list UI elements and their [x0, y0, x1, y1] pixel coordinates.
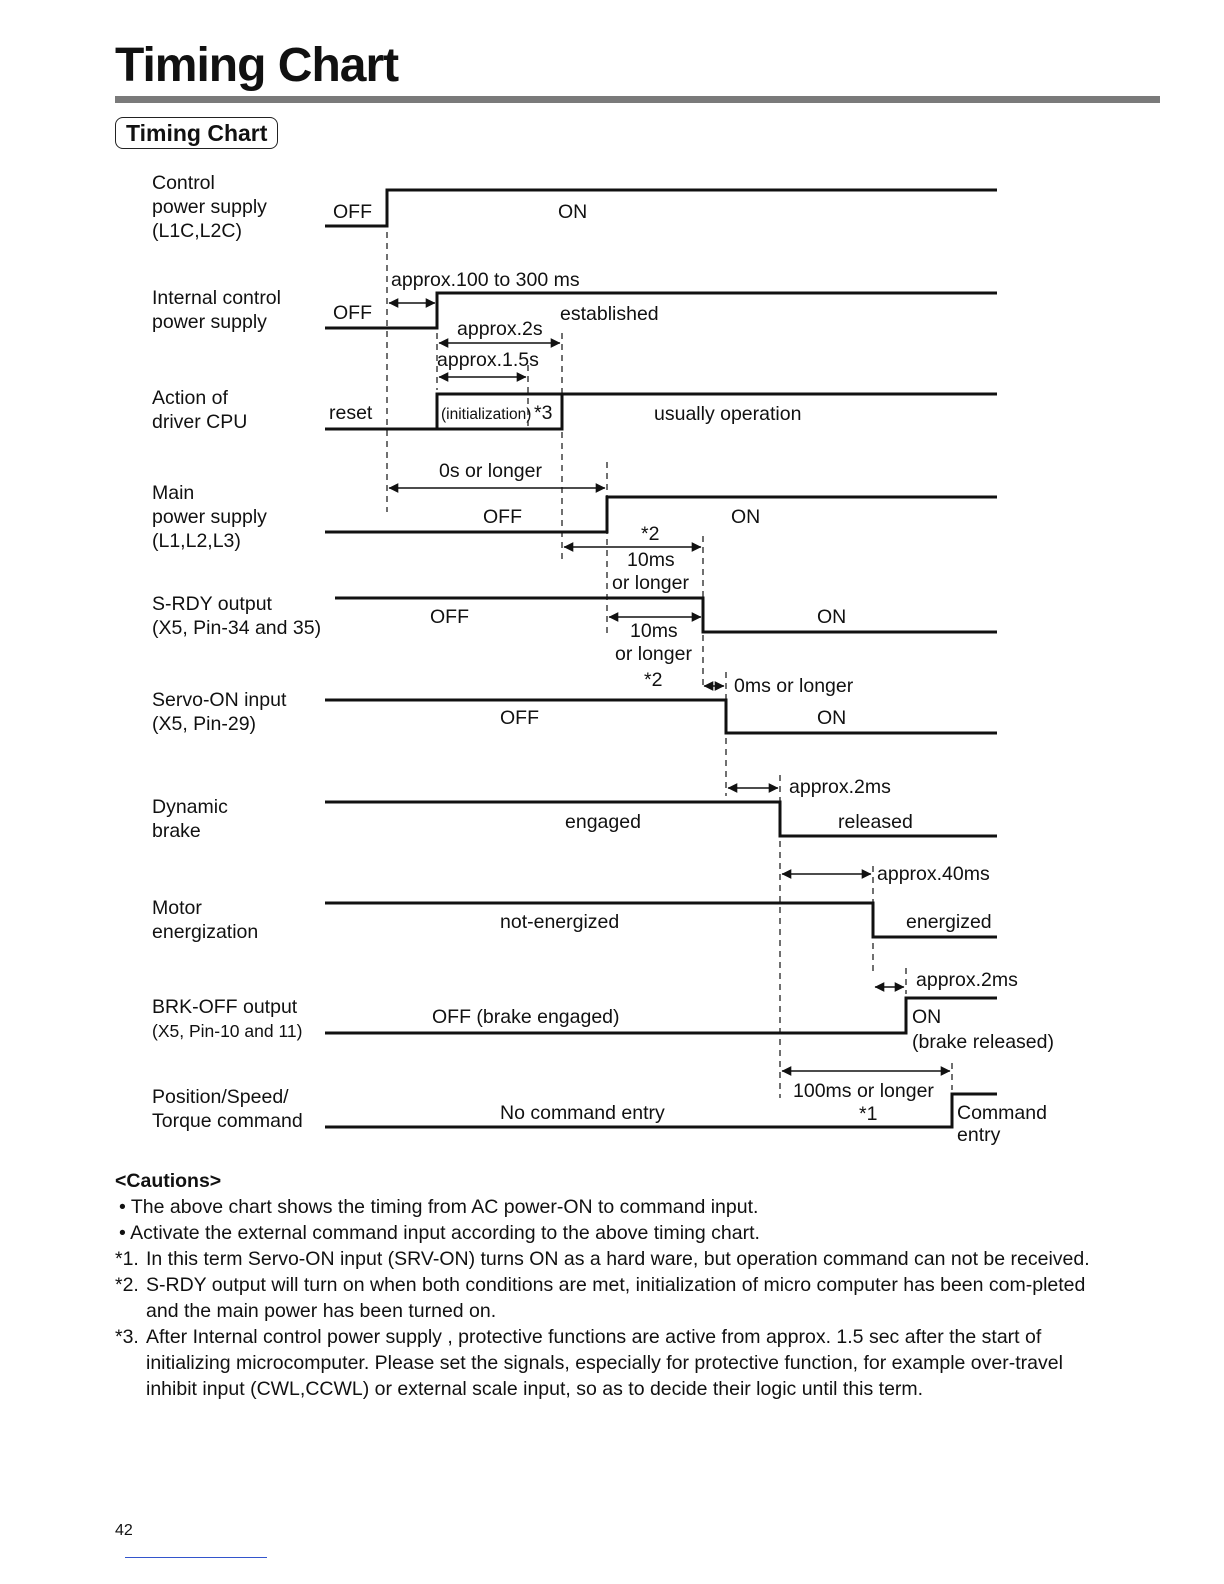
- footer-line: [125, 1557, 267, 1558]
- label-motor: Motor energization: [152, 897, 259, 943]
- caution-note-1: [115, 1246, 1090, 1272]
- timing-main: 0s or longer: [439, 460, 542, 482]
- caution-note-2: [115, 1272, 1090, 1324]
- state-cpu-init: (initialization): [441, 406, 532, 423]
- state-srdy-off: OFF: [430, 606, 469, 628]
- state-cpu-operation: usually operation: [654, 403, 802, 425]
- caution-bullet: • Activate the external command input according to the above timing chart.: [119, 1222, 760, 1244]
- wave-brk-off: [325, 998, 997, 1033]
- timing-servo: 10ms or longer *2: [615, 620, 692, 691]
- state-main-on: ON: [731, 506, 761, 528]
- state-servo-off: OFF: [500, 707, 539, 729]
- label-s-rdy: S-RDY output (X5, Pin-34 and 35): [152, 593, 322, 639]
- label-control-power: Control power supply (L1C,L2C): [152, 172, 267, 242]
- timing-brake: approx.2ms: [789, 776, 891, 798]
- label-driver-cpu: Action of driver CPU: [152, 387, 248, 433]
- label-brk-off: BRK-OFF output (X5, Pin-10 and 11): [152, 996, 303, 1041]
- state-cpu-reset: reset: [329, 402, 373, 424]
- note-mark: *2.: [115, 1274, 139, 1296]
- state-internal-on: established: [560, 303, 659, 325]
- label-command: Position/Speed/ Torque command: [152, 1086, 303, 1132]
- label-main-power: Main power supply (L1,L2,L3): [152, 482, 267, 552]
- section-badge: Timing Chart: [115, 117, 278, 149]
- note-mark: *3.: [115, 1326, 139, 1348]
- label-servo-on: Servo-ON input (X5, Pin-29): [152, 689, 287, 735]
- timing-s-rdy-note: *2: [641, 523, 660, 545]
- state-srdy-on: ON: [817, 606, 847, 628]
- wave-motor: [325, 903, 997, 937]
- timing-command-note: *1: [859, 1103, 878, 1125]
- caution-bullet: • The above chart shows the timing from AC power-ON to command input.: [119, 1196, 759, 1218]
- state-motor-on: energized: [906, 911, 992, 933]
- state-cmd-entry: Command entry: [957, 1102, 1047, 1146]
- label-internal-power: Internal control power supply: [152, 287, 281, 333]
- note-text: In this term Servo-ON input (SRV-ON) turns ON as a hard ware, but operation command can not be received.: [146, 1248, 1090, 1270]
- wave-main-power: [325, 497, 997, 532]
- timing-servo-on: 0ms or longer: [734, 675, 854, 697]
- signal-labels: [152, 172, 321, 1132]
- timing-command: 100ms or longer: [793, 1080, 934, 1102]
- timing-motor: approx.40ms: [877, 863, 990, 885]
- state-brake-engaged: engaged: [565, 811, 641, 833]
- timing-approx-1-5s: approx.1.5s: [437, 349, 539, 371]
- state-labels: [329, 201, 1054, 1146]
- cautions: [115, 1168, 1090, 1402]
- cautions-heading: <Cautions>: [115, 1170, 222, 1192]
- timing-s-rdy: 10ms or longer: [612, 549, 689, 594]
- state-control-off: OFF: [333, 201, 372, 223]
- timing-approx-2s: approx.2s: [457, 318, 543, 340]
- timing-internal: approx.100 to 300 ms: [391, 269, 580, 291]
- page-title: Timing Chart: [115, 39, 399, 92]
- label-dynamic-brake: Dynamic brake: [152, 796, 228, 842]
- state-control-on: ON: [558, 201, 588, 223]
- note-text: S-RDY output will turn on when both conditions are met, initialization of micro computer has been com-pleted and the main power has been turned on.: [146, 1274, 1086, 1322]
- state-main-off: OFF: [483, 506, 522, 528]
- wave-servo-on: [325, 700, 997, 733]
- state-cpu-init-note: *3: [534, 402, 553, 424]
- wave-internal-power: [325, 293, 997, 328]
- state-internal-off: OFF: [333, 302, 372, 324]
- state-brk-off: OFF (brake engaged): [432, 1006, 620, 1028]
- caution-note-3: [115, 1324, 1090, 1402]
- wave-control-power: [325, 190, 997, 226]
- state-servo-on: ON: [817, 707, 847, 729]
- note-mark: *1.: [115, 1248, 139, 1270]
- state-brake-released: released: [838, 811, 913, 833]
- state-motor-off: not-energized: [500, 911, 620, 933]
- state-cmd-none: No command entry: [500, 1102, 665, 1124]
- state-brk-on: ON (brake released): [912, 1006, 1054, 1053]
- note-text: After Internal control power supply , protective functions are active from approx. 1.5 sec after the start of initializing microcomputer. Please set the signals, especially for protective function, for example over-travel inhibit input (CWL,CCWL) or external scale input, so as to decide their logic until this term.: [146, 1326, 1063, 1400]
- page-number: 42: [115, 1522, 133, 1539]
- timing-brk: approx.2ms: [916, 969, 1018, 991]
